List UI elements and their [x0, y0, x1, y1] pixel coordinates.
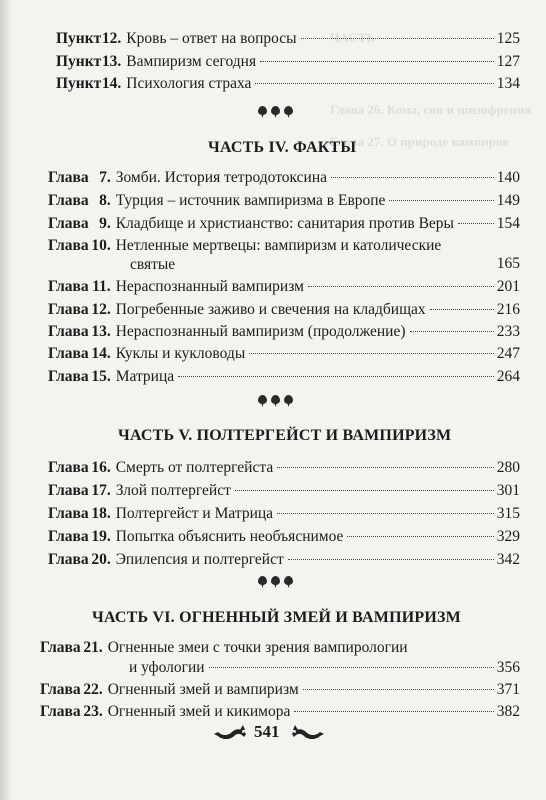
- entry-label: Глава: [40, 639, 81, 656]
- entry-page: 154: [496, 215, 520, 232]
- page-number: 541: [254, 722, 280, 741]
- entry-page: 149: [496, 192, 520, 209]
- entry-label: Глава: [48, 345, 89, 362]
- entry-page: 371: [496, 681, 520, 698]
- entry-number: 14.: [91, 345, 111, 362]
- entry-label: Глава: [48, 528, 89, 545]
- entry-title: Эпилепсия и полтергейст: [115, 551, 284, 568]
- entry-label: Глава: [40, 681, 81, 698]
- dot-leader: [255, 83, 493, 84]
- toc-entry-chapter-8: [48, 191, 520, 211]
- entry-label: Глава: [48, 237, 89, 254]
- entry-number: 12.: [101, 30, 122, 47]
- toc-entry-chapter-10: [48, 236, 520, 256]
- page-footer: [0, 718, 546, 748]
- entry-number: 12.: [91, 301, 111, 318]
- bleed-through-text: ЧАСТЬ: [330, 30, 375, 45]
- entry-title: Полтергейст и Матрица: [115, 505, 274, 522]
- entry-label: Глава: [48, 215, 89, 232]
- dot-leader: [249, 353, 494, 354]
- part-6-heading: ЧАСТЬ VI. ОГНЕННЫЙ ЗМЕЙ И ВАМПИРИЗМ: [92, 609, 461, 626]
- dot-leader: [277, 467, 494, 468]
- entry-title: Смерть от полтергейста: [115, 459, 274, 476]
- toc-entry-chapter-21: [40, 638, 520, 658]
- entry-title: Огненный змей и вампиризм: [107, 681, 299, 698]
- dot-leader: [235, 490, 494, 491]
- dot-leader: [178, 376, 494, 377]
- dot-leader: [301, 38, 494, 39]
- section-ornament: [258, 576, 293, 590]
- toc-entry-chapter-7: [48, 168, 520, 188]
- entry-label: Глава: [48, 192, 89, 209]
- entry-page: 134: [496, 75, 520, 92]
- entry-page: 201: [496, 278, 520, 295]
- entry-title: Огненный змей и кикимора: [107, 703, 291, 720]
- section-ornament: [258, 395, 293, 409]
- entry-page: 382: [496, 703, 520, 720]
- dot-leader: [347, 536, 493, 537]
- entry-page: 140: [496, 169, 520, 186]
- entry-title: Нераспознанный вампиризм (продолжение): [115, 323, 406, 340]
- entry-number: 11.: [92, 278, 111, 295]
- entry-number: 19.: [91, 528, 111, 545]
- toc-entry-chapter-19: [48, 527, 520, 547]
- entry-label: Пункт: [56, 75, 102, 92]
- entry-number: 18.: [91, 505, 111, 522]
- entry-page: 356: [496, 659, 520, 676]
- toc-entry-punkt-12: [56, 29, 520, 49]
- part-4-heading: ЧАСТЬ IV. ФАКТЫ: [208, 139, 357, 156]
- entry-number: 16.: [91, 459, 111, 476]
- dot-leader: [389, 200, 493, 201]
- entry-number: 14.: [101, 75, 122, 92]
- dot-leader: [430, 309, 494, 310]
- section-ornament: [258, 106, 293, 120]
- entry-label: Глава: [48, 505, 89, 522]
- dot-leader: [294, 711, 493, 712]
- entry-number: 9.: [99, 215, 111, 232]
- entry-page: 315: [496, 505, 520, 522]
- toc-entry-chapter-12: [48, 300, 520, 320]
- entry-page: 165: [496, 255, 520, 272]
- entry-title: Огненные змеи с точки зрения вампирологии: [107, 639, 408, 656]
- page-binding-shadow: [0, 0, 12, 800]
- entry-title: Куклы и кукловоды: [115, 345, 246, 362]
- dot-leader: [331, 177, 494, 178]
- entry-label: Глава: [48, 169, 89, 186]
- entry-label: Глава: [40, 703, 81, 720]
- entry-title-continuation: святые: [130, 256, 176, 273]
- entry-label: Глава: [48, 482, 89, 499]
- part-5-heading: ЧАСТЬ V. ПОЛТЕРГЕЙСТ И ВАМПИРИЗМ: [118, 427, 452, 444]
- toc-entry-chapter-13: [48, 322, 520, 342]
- toc-entry-chapter-17: [48, 481, 520, 501]
- entry-page: 216: [496, 301, 520, 318]
- entry-page: 247: [496, 345, 520, 362]
- entry-title: Турция – источник вампиризма в Европе: [115, 192, 386, 209]
- entry-title: Попытка объяснить необъяснимое: [115, 528, 344, 545]
- entry-number: 8.: [99, 192, 111, 209]
- entry-number: 15.: [91, 368, 111, 385]
- toc-entry-chapter-20: [48, 550, 520, 570]
- toc-entry-chapter-10-page-line: [130, 260, 520, 261]
- right-dragon-ornament-icon: [290, 722, 326, 742]
- entry-number: 17.: [91, 482, 111, 499]
- entry-label: Глава: [48, 368, 89, 385]
- toc-entry-chapter-10-continuation: [130, 255, 520, 275]
- dot-leader: [308, 286, 494, 287]
- entry-page: 342: [496, 551, 520, 568]
- entry-title: Психология страха: [126, 75, 252, 92]
- toc-entry-chapter-22: [40, 680, 520, 700]
- chapter-10-page-number: [490, 254, 520, 274]
- entry-page: 329: [496, 528, 520, 545]
- toc-entry-chapter-10-page: [130, 254, 520, 255]
- bleed-through-text: Глава 27. О природе вампиров: [330, 134, 510, 149]
- dot-leader: [277, 513, 494, 514]
- dot-leader: [303, 689, 494, 690]
- dot-leader: [209, 667, 494, 668]
- entry-number: 10.: [91, 237, 111, 254]
- entry-label: Пункт: [56, 30, 102, 47]
- entry-page: 233: [496, 323, 520, 340]
- entry-title: Кладбище и христианство: санитария против Веры: [115, 215, 454, 232]
- dot-leader: [410, 331, 494, 332]
- entry-page: 127: [496, 53, 520, 70]
- entry-title: Кровь – ответ на вопросы: [126, 30, 297, 47]
- dot-leader: [260, 61, 494, 62]
- toc-entry-chapter-11: [48, 277, 520, 297]
- toc-entry-punkt-13: [56, 52, 520, 72]
- entry-label: Глава: [48, 459, 89, 476]
- toc-entry-chapter-18: [48, 504, 520, 524]
- entry-label: Глава: [48, 278, 89, 295]
- entry-title: Нераспознанный вампиризм: [115, 278, 304, 295]
- entry-number: 22.: [83, 681, 103, 698]
- entry-title-continuation: и уфологии: [129, 659, 205, 676]
- entry-number: 7.: [99, 169, 111, 186]
- entry-title: Нетленные мертвецы: вампиризм и католические: [115, 237, 442, 254]
- entry-label: Глава: [48, 323, 89, 340]
- entry-label: Глава: [48, 301, 89, 318]
- dot-leader: [458, 223, 494, 224]
- bleed-through-text: Глава 26. Кома, сон и шизофрения: [330, 102, 532, 117]
- entry-title: Матрица: [115, 368, 175, 385]
- toc-entry-chapter-21-continuation: [129, 658, 520, 678]
- left-dragon-ornament-icon: [212, 722, 248, 742]
- toc-entry-chapter-9: [48, 214, 520, 234]
- entry-title: Зомби. История тетродотоксина: [115, 169, 328, 186]
- entry-page: 125: [496, 30, 520, 47]
- entry-title: Погребенные заживо и свечения на кладбищах: [115, 301, 426, 318]
- entry-page: 280: [496, 459, 520, 476]
- entry-number: 23.: [83, 703, 103, 720]
- dot-leader: [288, 559, 494, 560]
- toc-entry-chapter-15: [48, 367, 520, 387]
- entry-title: Злой полтергейст: [115, 482, 231, 499]
- entry-page: 301: [496, 482, 520, 499]
- entry-title: Вампиризм сегодня: [126, 53, 257, 70]
- entry-page: 264: [496, 368, 520, 385]
- entry-label: Пункт: [56, 53, 102, 70]
- entry-number: 13.: [101, 53, 122, 70]
- entry-number: 13.: [91, 323, 111, 340]
- entry-number: 21.: [83, 639, 103, 656]
- entry-number: 20.: [91, 551, 111, 568]
- toc-entry-chapter-14: [48, 344, 520, 364]
- entry-label: Глава: [48, 551, 89, 568]
- toc-entry-punkt-14: [56, 74, 520, 94]
- toc-entry-chapter-16: [48, 458, 520, 478]
